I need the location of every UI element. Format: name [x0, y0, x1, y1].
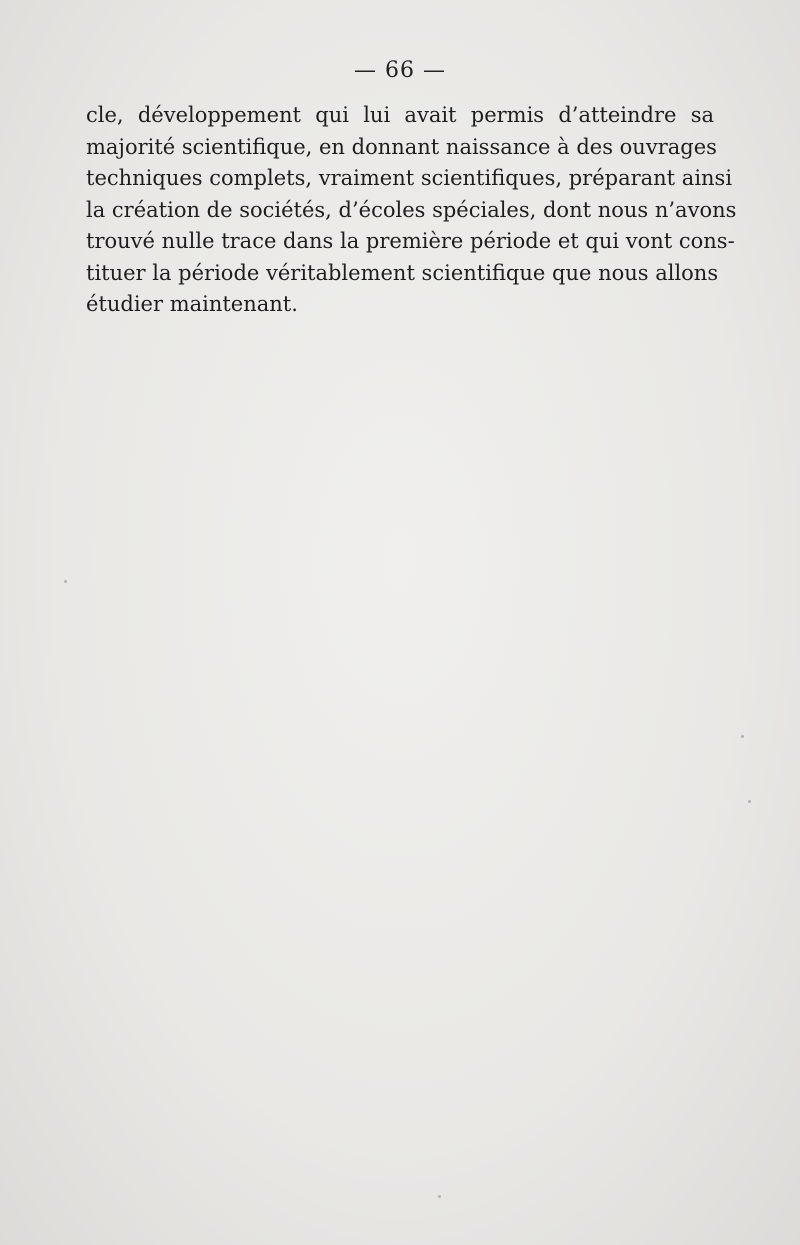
text-line: la création de sociétés, d’écoles spéciales, dont nous n’avons: [86, 197, 737, 222]
paper-speck: [438, 1195, 441, 1198]
page-number: — 66 —: [354, 58, 446, 83]
paper-speck: [741, 735, 744, 738]
text-line: cle, développement qui lui avait permis d’atteindre sa: [86, 103, 714, 127]
body-paragraph: [86, 100, 737, 321]
text-line: tituer la période véritablement scientifique que nous allons: [86, 260, 719, 285]
paper-speck: [748, 800, 751, 803]
text-line: trouvé nulle trace dans la première période et qui vont cons-: [86, 229, 735, 253]
reverse-side-bleed: [90, 330, 710, 1130]
text-line: techniques complets, vraiment scientifiques, préparant ainsi: [86, 166, 733, 190]
text-line: majorité scientifique, en donnant naissance à des ouvrages: [86, 134, 717, 159]
paper-speck: [64, 580, 67, 583]
text-line: étudier maintenant.: [86, 292, 298, 316]
